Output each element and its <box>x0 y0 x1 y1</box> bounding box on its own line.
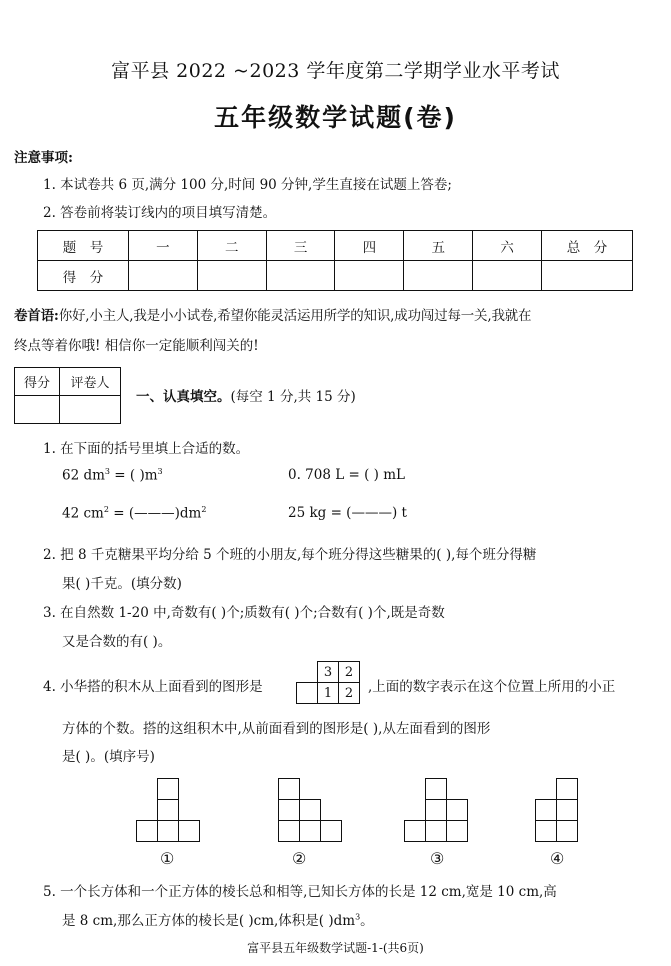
preface-line-2: 终点等着你哦! 相信你一定能顺利闯关的! <box>14 338 259 354</box>
option-2-figure <box>278 778 350 846</box>
question-5-line-1: 5. 一个长方体和一个正方体的棱长总和相等,已知长方体的长是 12 cm,宽是 10 cm,高 <box>43 884 557 900</box>
question-4-line-2: 方体的个数。搭的这组积木中,从前面看到的图形是( ),从左面看到的图形 <box>62 721 491 737</box>
q1-a-mid: = ( )m <box>110 467 158 484</box>
score-row-label: 得 分 <box>38 261 129 291</box>
score-table-cell: 二 <box>197 231 266 261</box>
score-input-cell[interactable] <box>473 261 542 291</box>
q5-line-2-text: 是 8 cm,那么正方体的棱长是( )cm,体积是( )dm <box>62 913 356 929</box>
score-input-cell[interactable] <box>542 261 633 291</box>
notice-heading: 注意事项: <box>14 150 73 166</box>
grader-score-label: 得分 <box>15 368 60 396</box>
question-4-line-1b: ,上面的数字表示在这个位置上所用的小正 <box>368 679 616 695</box>
option-3-label: ③ <box>430 849 445 868</box>
question-1: 1. 在下面的括号里填上合适的数。 <box>43 441 250 457</box>
score-table-cell: 四 <box>335 231 404 261</box>
q1-a-exp-end: 3 <box>157 467 163 476</box>
top-view-cell: 2 <box>338 661 360 683</box>
q1-d: 25 kg = (———) t <box>288 505 407 521</box>
section-1-note: (每空 1 分,共 15 分) <box>230 389 356 405</box>
exam-title: 富平县 2022 ~2023 学年度第二学期学业水平考试 <box>111 60 560 82</box>
score-input-cell[interactable] <box>197 261 266 291</box>
score-table-cell: 题 号 <box>38 231 129 261</box>
option-4-label: ④ <box>550 849 565 868</box>
score-table-cell: 六 <box>473 231 542 261</box>
grader-score-cell[interactable] <box>15 396 60 424</box>
notice-item-1: 1. 本试卷共 6 页,满分 100 分,时间 90 分钟,学生直接在试题上答卷; <box>43 177 452 193</box>
q1-c-mid: = (———)dm <box>108 505 202 522</box>
q1-c-left: 42 cm <box>62 505 104 522</box>
preface-label: 卷首语: <box>14 308 59 324</box>
top-view-cell: 3 <box>317 661 339 683</box>
score-input-cell[interactable] <box>129 261 198 291</box>
score-table-cell: 三 <box>266 231 335 261</box>
option-2-label: ② <box>292 849 307 868</box>
top-view-cell: 2 <box>338 682 360 704</box>
q5-end: 。 <box>360 913 374 929</box>
score-table-cell: 五 <box>404 231 473 261</box>
q1-a <box>62 467 163 484</box>
top-view-figure <box>294 661 364 705</box>
q1-c-exp: 2 <box>103 505 109 514</box>
option-3-figure <box>404 778 476 846</box>
question-2-line-2: 果( )千克。(填分数) <box>62 576 182 592</box>
notice-item-2: 2. 答卷前将装订线内的项目填写清楚。 <box>43 205 277 221</box>
top-view-cell-blank <box>296 682 318 704</box>
q1-b: 0. 708 L = ( ) mL <box>288 467 405 483</box>
score-table-header-row <box>38 231 633 261</box>
question-4-line-3: 是( )。(填序号) <box>62 749 155 765</box>
question-4-line-1a: 4. 小华搭的积木从上面看到的图形是 <box>43 679 263 695</box>
score-table-cell: 一 <box>129 231 198 261</box>
question-3-line-1: 3. 在自然数 1-20 中,奇数有( )个;质数有( )个;合数有( )个,既是奇数 <box>43 605 445 621</box>
score-table <box>37 230 633 291</box>
q1-c <box>62 505 206 522</box>
section-1-heading <box>136 385 356 405</box>
q1-c-exp-end: 2 <box>201 505 207 514</box>
grader-reviewer-cell[interactable] <box>60 396 121 424</box>
exam-subtitle: 五年级数学试题(卷) <box>214 103 457 132</box>
option-4-figure <box>535 778 585 846</box>
question-3-line-2: 又是合数的有( )。 <box>62 634 172 650</box>
score-input-cell[interactable] <box>266 261 335 291</box>
option-1-figure <box>134 778 206 846</box>
score-table-score-row <box>38 261 633 291</box>
grader-reviewer-label: 评卷人 <box>60 368 121 396</box>
preface-text-1: 你好,小主人,我是小小试卷,希望你能灵活运用所学的知识,成功闯过每一关,我就在 <box>58 308 532 324</box>
score-input-cell[interactable] <box>335 261 404 291</box>
score-input-cell[interactable] <box>404 261 473 291</box>
preface-line-1 <box>14 304 531 324</box>
page-footer: 富平县五年级数学试题-1-(共6页) <box>247 941 424 955</box>
question-2-line-1: 2. 把 8 千克糖果平均分给 5 个班的小朋友,每个班分得这些糖果的( ),每个班分得糖 <box>43 547 537 563</box>
top-view-cell: 1 <box>317 682 339 704</box>
question-5-line-2 <box>62 909 374 929</box>
q5-exp: 3 <box>355 912 361 922</box>
section-1-title: 一、认真填空。 <box>136 389 231 405</box>
option-1-label: ① <box>160 849 175 868</box>
grader-box <box>14 367 121 424</box>
score-table-cell: 总 分 <box>542 231 633 261</box>
q1-a-left: 62 dm <box>62 467 105 484</box>
q1-a-exp: 3 <box>104 467 111 476</box>
